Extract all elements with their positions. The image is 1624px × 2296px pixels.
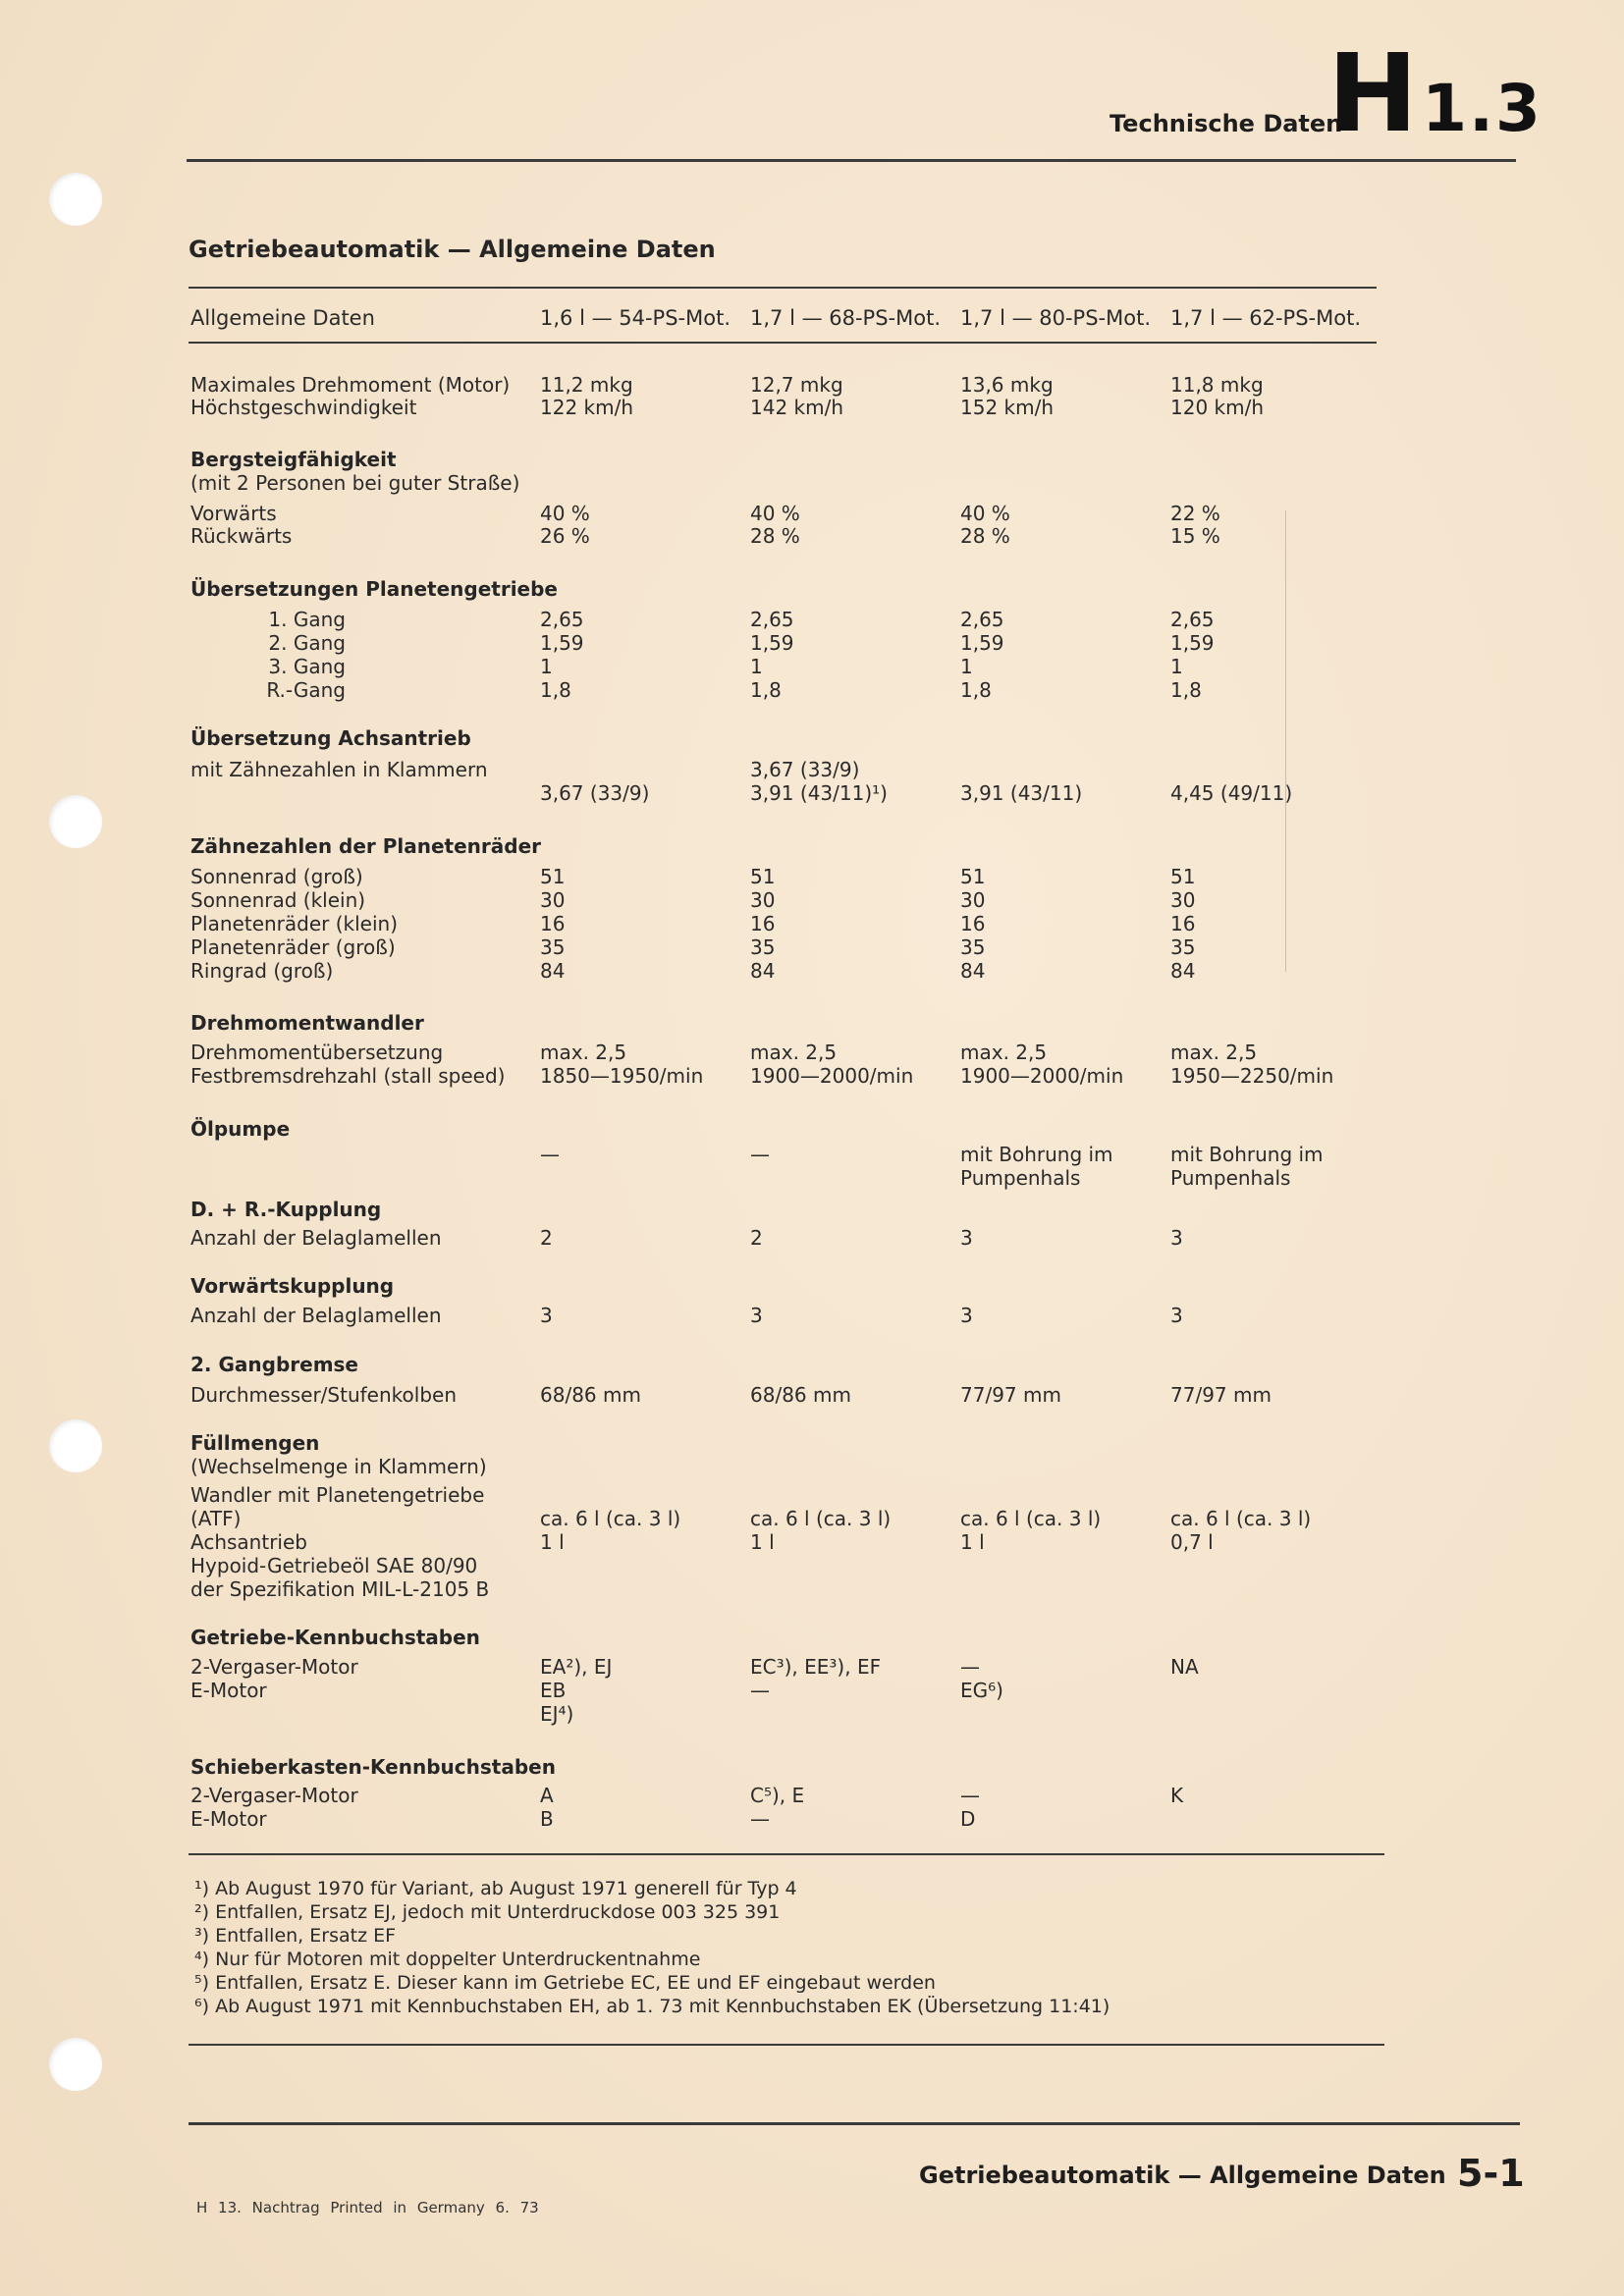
punch-hole [49,795,102,848]
cell: 51 [960,865,986,888]
cell: 16 [540,912,566,935]
row-label: Rückwärts [190,524,293,548]
cell: 2 [540,1226,553,1250]
header-underline [189,342,1377,344]
cell: — [960,1655,980,1679]
section-code-number: 1.3 [1422,71,1543,146]
cell: EG⁶) [960,1679,1003,1702]
cell: 3 [960,1304,973,1327]
column-header: Allgemeine Daten [190,306,375,330]
group-heading: 2. Gangbremse [190,1353,358,1376]
cell: 3,67 (33/9) [540,781,650,805]
group-subtitle: (mit 2 Personen bei guter Straße) [190,471,520,495]
section-title: Getriebeautomatik — Allgemeine Daten [189,236,716,263]
cell: 1 [750,655,763,678]
row-label: E-Motor [190,1679,267,1702]
cell: max. 2,5 [750,1041,838,1064]
cell: 68/86 mm [750,1383,851,1407]
cell: 30 [1170,888,1196,912]
cell: 30 [960,888,986,912]
row-label: Sonnenrad (groß) [190,865,363,888]
group-heading: Schieberkasten-Kennbuchstaben [190,1755,556,1779]
cell: — [960,1784,980,1807]
group-heading: Übersetzungen Planetengetriebe [190,577,558,601]
cell: 1900—2000/min [960,1064,1124,1088]
row-label: Planetenräder (groß) [190,935,396,959]
cell: 16 [750,912,776,935]
cell: 3,91 (43/11) [960,781,1083,805]
column-header: 1,7 l — 80-PS-Mot. [960,306,1152,330]
punch-hole [49,1419,102,1472]
cell: 1,8 [960,678,992,702]
cell: 3 [1170,1304,1183,1327]
row-label: Wandler mit Planetengetriebe (ATF) [190,1483,485,1530]
cell: 77/97 mm [1170,1383,1272,1407]
cell: 1 l [750,1530,775,1554]
column-guide-line [1285,510,1286,972]
cell: 1,59 [1170,631,1215,655]
row-label: Höchstgeschwindigkeit [190,396,417,419]
cell: 1,8 [750,678,782,702]
cell: 1,59 [540,631,584,655]
cell: 22 % [1170,502,1220,525]
punch-hole [49,173,102,226]
row-label: Maximales Drehmoment (Motor) [190,373,511,397]
group-subtitle: (Wechselmenge in Klammern) [190,1455,487,1478]
cell: 3 [750,1304,763,1327]
cell: 40 % [960,502,1010,525]
cell: 1 l [540,1530,565,1554]
cell: 84 [1170,959,1196,983]
column-header: 1,7 l — 68-PS-Mot. [750,306,942,330]
cell: 1 l [960,1530,985,1554]
cell: ca. 6 l (ca. 3 l) [540,1507,681,1530]
cell: 35 [960,935,986,959]
cell: 120 km/h [1170,396,1265,419]
cell: 142 km/h [750,396,844,419]
cell: K [1170,1784,1184,1807]
cell: max. 2,5 [960,1041,1048,1064]
cell: EB EJ⁴) [540,1679,574,1726]
group-heading: Füllmengen [190,1431,320,1455]
header-label: Technische Daten [1110,110,1343,137]
row-label: Achsantrieb Hypoid-Getriebeöl SAE 80/90 der Spezifikation MIL-L-2105 B [190,1530,490,1601]
footnote-rule [189,2044,1384,2046]
cell: 122 km/h [540,396,634,419]
cell: 3 [960,1226,973,1250]
cell: — [750,1143,770,1166]
row-label: 2-Vergaser-Motor [190,1655,358,1679]
cell: 35 [750,935,776,959]
group-heading: D. + R.-Kupplung [190,1198,382,1221]
cell: 13,6 mkg [960,373,1054,397]
cell: 30 [540,888,566,912]
group-heading: Vorwärtskupplung [190,1274,395,1298]
cell: 16 [960,912,986,935]
cell: 2,65 [1170,608,1215,631]
cell: 3,91 (43/11)¹) [750,781,888,805]
cell: 84 [960,959,986,983]
cell: 40 % [750,502,800,525]
row-label: Planetenräder (klein) [190,912,399,935]
cell: 3 [540,1304,553,1327]
footer-rule [189,2122,1520,2125]
cell: 51 [1170,865,1196,888]
group-heading: Drehmomentwandler [190,1011,424,1035]
group-heading: Übersetzung Achsantrieb [190,726,471,750]
table-bottom-rule [189,1853,1384,1855]
row-label: 2. Gang [268,631,346,655]
cell: 2 [750,1226,763,1250]
cell: 2,65 [540,608,584,631]
cell: ca. 6 l (ca. 3 l) [750,1507,892,1530]
row-label: Drehmomentübersetzung [190,1041,444,1064]
cell: — [540,1143,560,1166]
column-header: 1,7 l — 62-PS-Mot. [1170,306,1362,330]
cell: 12,7 mkg [750,373,843,397]
punch-hole [49,2038,102,2091]
cell: 0,7 l [1170,1530,1214,1554]
table-top-rule [189,287,1377,289]
cell: 1950—2250/min [1170,1064,1334,1088]
cell: EA²), EJ [540,1655,613,1679]
cell: max. 2,5 [540,1041,627,1064]
cell: max. 2,5 [1170,1041,1258,1064]
footnote: ²) Entfallen, Ersatz EJ, jedoch mit Unterdruckdose 003 325 391 [194,1901,781,1923]
cell: 30 [750,888,776,912]
footnote: ⁶) Ab August 1971 mit Kennbuchstaben EH, ab 1. 73 mit Kennbuchstaben EK (Übersetzung 11:41) [194,1996,1110,2017]
cell: 26 % [540,524,590,548]
cell: 15 % [1170,524,1220,548]
cell: EC³), EE³), EF [750,1655,882,1679]
row-label: 2-Vergaser-Motor [190,1784,358,1807]
cell: 1,8 [1170,678,1202,702]
cell: 1,59 [750,631,794,655]
cell: 152 km/h [960,396,1055,419]
row-label: Anzahl der Belaglamellen [190,1226,442,1250]
footer-title: Getriebeautomatik — Allgemeine Daten [919,2162,1446,2189]
section-code [1327,30,1543,156]
cell: 1850—1950/min [540,1064,704,1088]
cell: 68/86 mm [540,1383,641,1407]
group-heading: Zähnezahlen der Planetenräder [190,834,542,858]
section-code-letter: H [1327,30,1417,156]
row-label: 3. Gang [268,655,346,678]
cell: 51 [540,865,566,888]
row-label: Ringrad (groß) [190,959,334,983]
row-label: Sonnenrad (klein) [190,888,366,912]
footnote: ⁵) Entfallen, Ersatz E. Dieser kann im Getriebe EC, EE und EF eingebaut werden [194,1972,936,1994]
header-rule [187,159,1516,162]
cell: 2,65 [960,608,1004,631]
group-heading: Ölpumpe [190,1117,291,1141]
cell: — [750,1807,770,1831]
cell: 16 [1170,912,1196,935]
cell: NA [1170,1655,1199,1679]
cell: mit Bohrung im Pumpenhals [960,1143,1113,1190]
cell: B [540,1807,554,1831]
cell: 35 [540,935,566,959]
cell: 1 [540,655,553,678]
cell: 3 [1170,1226,1183,1250]
page-number: 5-1 [1457,2152,1525,2195]
cell: 77/97 mm [960,1383,1061,1407]
cell: 1 [1170,655,1183,678]
group-heading: Getriebe-Kennbuchstaben [190,1626,480,1649]
cell: C⁵), E [750,1784,805,1807]
cell: — [750,1679,770,1702]
row-label: Durchmesser/Stufenkolben [190,1383,457,1407]
cell: 11,8 mkg [1170,373,1264,397]
footnote: ¹) Ab August 1970 für Variant, ab August 1971 generell für Typ 4 [194,1878,797,1899]
row-label: 1. Gang [268,608,346,631]
row-label: Vorwärts [190,502,277,525]
row-label: Anzahl der Belaglamellen [190,1304,442,1327]
cell: mit Bohrung im Pumpenhals [1170,1143,1324,1190]
row-label: E-Motor [190,1807,267,1831]
cell: ca. 6 l (ca. 3 l) [960,1507,1102,1530]
row-label: mit Zähnezahlen in Klammern [190,758,488,781]
cell: 84 [540,959,566,983]
cell: 4,45 (49/11) [1170,781,1293,805]
cell: 51 [750,865,776,888]
cell: A [540,1784,554,1807]
cell: 1 [960,655,973,678]
row-label: Festbremsdrehzahl (stall speed) [190,1064,506,1088]
column-header: 1,6 l — 54-PS-Mot. [540,306,731,330]
footnote: ³) Entfallen, Ersatz EF [194,1925,397,1947]
cell: 28 % [960,524,1010,548]
cell: ca. 6 l (ca. 3 l) [1170,1507,1312,1530]
cell: 3,67 (33/9) [750,758,860,781]
group-heading: Bergsteigfähigkeit [190,448,397,471]
cell: 2,65 [750,608,794,631]
cell: 35 [1170,935,1196,959]
cell: 1900—2000/min [750,1064,914,1088]
cell: 84 [750,959,776,983]
print-info: H 13. Nachtrag Printed in Germany 6. 73 [196,2199,539,2216]
footnote: ⁴) Nur für Motoren mit doppelter Unterdruckentnahme [194,1949,701,1970]
cell: 1,8 [540,678,571,702]
row-label: R.-Gang [266,678,346,702]
cell: 40 % [540,502,590,525]
cell: 28 % [750,524,800,548]
cell: 11,2 mkg [540,373,633,397]
cell: 1,59 [960,631,1004,655]
cell: D [960,1807,976,1831]
